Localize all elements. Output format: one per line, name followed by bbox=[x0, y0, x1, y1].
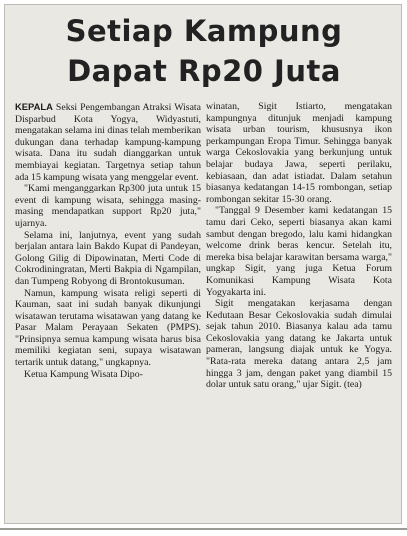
right-column bbox=[206, 101, 392, 391]
headline-line-1: Setiap Kampung bbox=[65, 14, 343, 48]
paragraph-1-text: Seksi Pengembangan Atraksi Wisata Disparbud Kota Yogya, Widyastuti, mengatakan selama ini dinas telah memberikan dukungan dana terhadap kampung-kampung wisata. Dana itu sudah dianggarkan untuk membiayai kegiatan. Targetnya setiap tahun ada 15 kampung wisata yang menggelar event. bbox=[15, 102, 201, 183]
bottom-rule bbox=[0, 528, 407, 536]
left-column bbox=[15, 101, 201, 380]
paragraph-3: Selama ini, lanjutnya, event yang sudah berjalan antara lain Bakdo Kupat di Pandeyan, Golong Gilig di Dipowinatan, Merti Code di Cokrodiningratan, Merti Bakpia di Ngampilan, dan Tumpeng Robyong di Brontokusuman. bbox=[15, 229, 201, 287]
paragraph-5: Ketua Kampung Wisata Dipo- bbox=[24, 368, 143, 380]
paragraph-7: "Tanggal 9 Desember kami kedatangan 15 tamu dari Ceko, seperti biasanya akan kami sambut dengan bregodo, lalu kami hidangkan welcome drink beras kencur. Setelah itu, mereka bisa belajar karawitan bersama warga," ungkap Sigit, yang juga Ketua Forum Komunikasi Kampung Wisata Kota Yogyakarta ini. bbox=[206, 205, 392, 298]
dateline: KEPALA bbox=[15, 101, 53, 112]
paragraph-6: winatan, Sigit Istiarto, mengatakan kampungnya ditunjuk menjadi kampung wisata urban tourism, khususnya ikon perkampungan Eropa Timur. Sehingga banyak warga Cekoslovakia yang berkunjung untuk belajar budaya Jawa, seperti perilaku, kebiasaan, dan adat istiadat. Dalam setahun biasanya kedatangan 14-15 rombongan, setiap rombongan sekitar 15-30 orang. bbox=[206, 101, 392, 205]
paragraph-8: Sigit mengatakan kerjasama dengan Kedutaan Besar Cekoslovakia sudah dimulai sejak tahun 2010. Biasanya kalau ada tamu Cekoslovakia yang datang ke Jakarta untuk pameran, langsung diajak untuk ke Yogya. "Rata-rata mereka datang antara 2,5 jam hingga 3 jam, dengan paket yang diambil 15 dolar untuk satu orang," ujar Sigit. (tea) bbox=[206, 298, 392, 391]
headline bbox=[5, 11, 402, 91]
newspaper-clipping bbox=[4, 4, 402, 524]
paragraph-4: Namun, kampung wisata religi seperti di Kauman, saat ini sudah banyak dikunjungi wisatawan terutama wisatawan yang datang ke Pasar Malam Perayaan Sekaten (PMPS). "Prinsipnya semua kampung wisata harus bisa memiliki kegiatan seni, supaya wisatawan tertarik untuk datang," ungkapnya. bbox=[15, 287, 201, 369]
paragraph-1 bbox=[15, 101, 201, 183]
headline-line-2: Dapat Rp20 Juta bbox=[67, 54, 341, 88]
paragraph-2: "Kami menganggarkan Rp300 juta untuk 15 event di kampung wisata, sehingga masing-masing mendapatkan support Rp20 juta," ujarnya. bbox=[15, 183, 201, 229]
